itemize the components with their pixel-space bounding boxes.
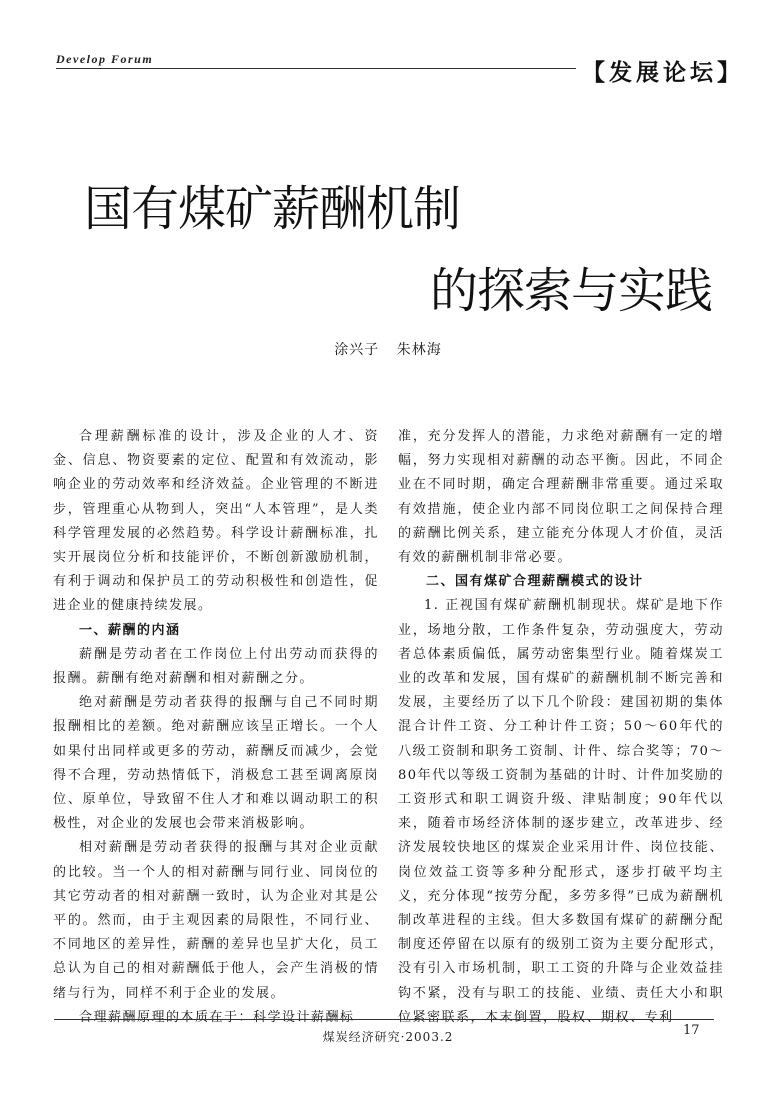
section-title: 【发展论坛】 [582,60,744,86]
paragraph: 合理薪酬标准的设计，涉及企业的人才、资金、信息、物资要素的定位、配置和有效流动，影响企业的劳动效率和经济效益。企业管理的不断进步，管理重心从物到人，突出“人本管理”，是人类科学管理发展的必然趋势。科学设计薪酬标准，扎实开展岗位分析和技能评价，不断创新激励机制，有利于调动和保护员工的劳动积极性和创造性，促进企业的健康持续发展。 [53,429,379,614]
authors [0,339,776,359]
header-rule [56,68,576,69]
right-column [398,425,724,1030]
page-number: 17 [683,1023,700,1038]
author-name: 涂兴子 [334,342,380,358]
article-title-line-2: 的探索与实践 [430,263,713,319]
section-heading: 一、薪酬的内涵 [79,622,181,638]
paragraph: 1. 正视国有煤矿薪酬机制现状。煤矿是地下作业，场地分散，工作条件复杂，劳动强度大，劳动者总体素质偏低，属劳动密集型行业。随着煤炭工业的改革和发展，国有煤矿的薪酬机制不断完善和发展，主要经历了以下几个阶段：建国初期的集体混合计件工资、分工种计件工资；50～60年代的八级工资制和职务工资制、计件、综合奖等；70～80年代以等级工资制为基础的计时、计件加奖励的工资形式和职工调资升级、津贴制度；90年代以来，随着市场经济体制的逐步建立，改革进步、经济发展较快地区的煤炭企业采用计件、岗位技能、岗位效益工资等多种分配形式，逐步打破平均主义，充分体现“按劳分配，多劳多得”已成为薪酬机制改革进程的主线。但大多数国有煤矿的薪酬分配制度还停留在以原有的级别工资为主要分配形式，没有引入市场机制，职工工资的升降与企业效益挂钩不紧，没有与职工的技能、业绩、责任大小和职位紧密联系，本末倒置，股权、期权、专利 [398,598,724,1025]
left-column [53,425,379,1030]
journal-footer: 煤炭经济研究·2003.2 [322,1030,454,1044]
footer-rule [54,1019,714,1020]
paragraph-continued: 准，充分发挥人的潜能，力求绝对薪酬有一定的增幅，努力实现相对薪酬的动态平衡。因此，不同企业在不同时期，确定合理薪酬非常重要。通过采取有效措施，使企业内部不同岗位职工之间保持合理的薪酬比例关系，建立能充分体现人才价值，灵活有效的薪酬机制非常必要。 [398,429,724,566]
paragraph: 薪酬是劳动者在工作岗位上付出劳动而获得的报酬。薪酬有绝对薪酬和相对薪酬之分。 [53,646,379,687]
paragraph: 相对薪酬是劳动者获得的报酬与其对企业贡献的比较。当一个人的相对薪酬与同行业、同岗位的其它劳动者的相对薪酬一致时，认为企业对其是公平的。然而，由于主观因素的局限性，不同行业、不同地区的差异性，薪酬的差异也呈扩大化，员工总认为自己的相对薪酬低于他人，会产生消极的情绪与行为，同样不利于企业的发展。 [53,840,379,1001]
article-title-line-1: 国有煤矿薪酬机制 [84,181,461,237]
paragraph: 合理薪酬原理的本质在于：科学设计薪酬标 [79,1009,355,1025]
author-name: 朱林海 [396,342,442,358]
paragraph: 绝对薪酬是劳动者获得的报酬与自己不同时期报酬相比的差额。绝对薪酬应该呈正增长。一个人如果付出同样或更多的劳动，薪酬反而减少，会觉得不合理，劳动热情低下，消极怠工甚至调离原岗位、原单位，导致留不住人才和难以调动职工的积极性，对企业的发展也会带来消极影响。 [53,695,379,832]
journal-section-label: Develop Forum [56,52,154,66]
section-heading: 二、国有煤矿合理薪酬模式的设计 [426,574,644,590]
